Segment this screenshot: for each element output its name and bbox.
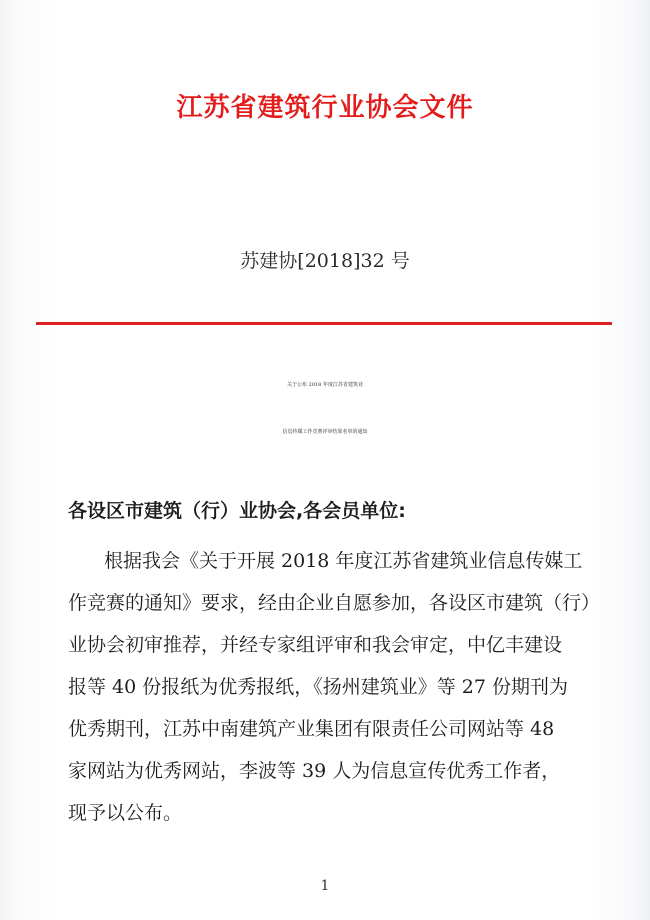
body-paragraph-line: 业协会初审推荐，并经专家组评审和我会审定，中亿丰建设 [68,634,563,656]
notice-title-line-2: 信息传媒工作竞赛评审结果名单的通知 [282,429,368,435]
body-paragraph-line: 优秀期刊，江苏中南建筑产业集团有限责任公司网站等 48 [68,718,555,740]
document-header-title: 江苏省建筑行业协会文件 [176,93,474,123]
body-paragraph-line: 作竞赛的通知》要求，经由企业自愿参加，各设区市建筑（行） [68,592,601,614]
body-paragraph-line: 家网站为优秀网站，李波等 39 人为信息宣传优秀工作者， [68,760,561,782]
body-paragraph-line: 现予以公布。 [68,802,183,824]
body-paragraph-line: 根据我会《关于开展 2018 年度江苏省建筑业信息传媒工 [104,550,583,572]
salutation: 各设区市建筑（行）业协会,各会员单位: [68,500,406,522]
body-paragraph-line: 报等 40 份报纸为优秀报纸，《扬州建筑业》等 27 份期刊为 [68,676,569,698]
header-divider [36,322,612,325]
document-number: 苏建协[2018]32 号 [240,250,410,272]
page-number: 1 [320,878,330,894]
notice-title-line-1: 关于公布 2018 年度江苏省建筑业 [287,382,363,388]
